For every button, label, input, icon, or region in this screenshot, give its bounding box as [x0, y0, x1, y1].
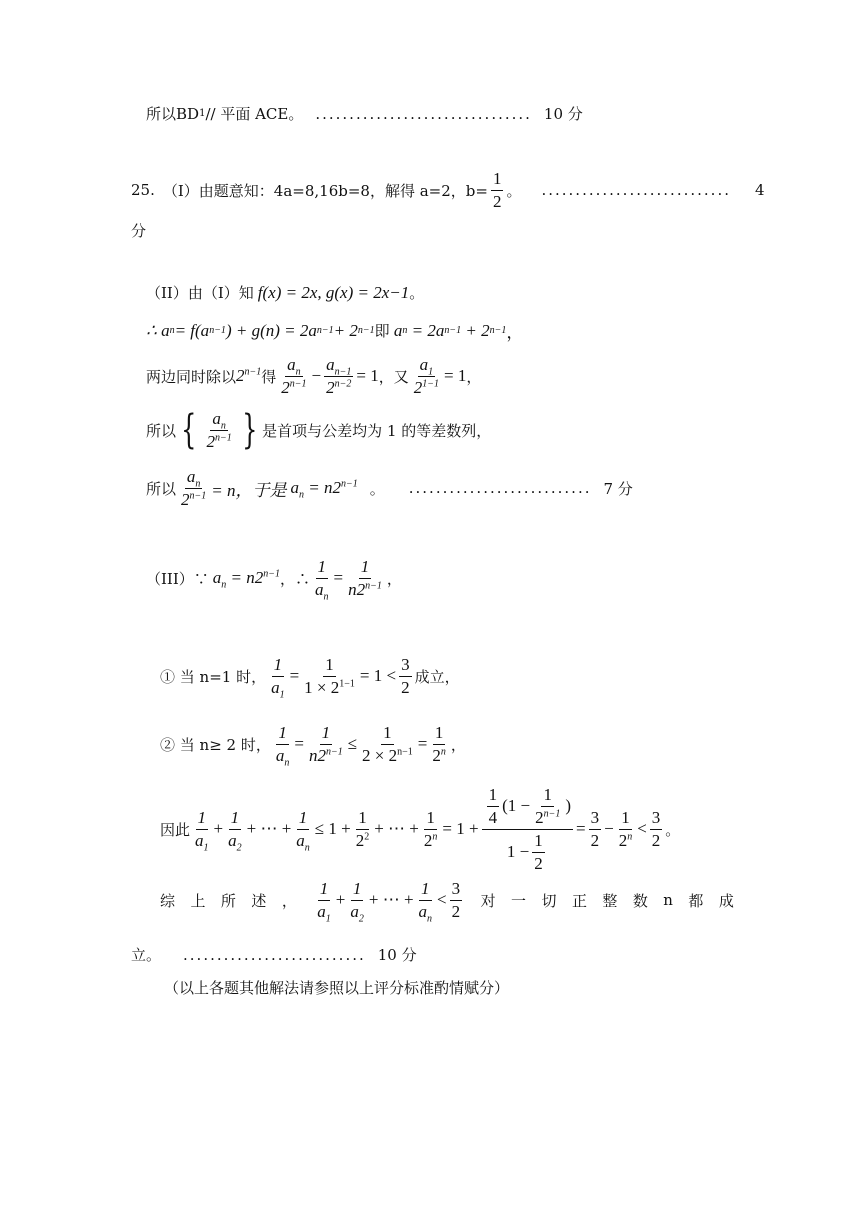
p3-c3-end: 。 [665, 820, 681, 839]
p2-l2-b: = f(a [174, 320, 210, 340]
q25-score: 4 [754, 181, 765, 200]
p2-l2-c: ) + g(n) = 2a [225, 320, 317, 340]
sum-w3: 述 [251, 891, 267, 910]
p2-line3: 两边同时除以 $2^{n-1}$ 得 $\frac{a_n}{2^{n-1}}$ − $\frac{a_{n-1}}{2^{n-2}}$ = 1 ，又 $\frac{a_1}{2^{1-1}}$ = 1 ， [146, 355, 482, 397]
p3-case3: 因此 $\frac{1}{a_1}$ + $\frac{1}{a_2}$ + ⋯ + $\frac{1}{a_n}$ ≤ 1 + $\frac{1}{2^2}$ + ⋯ + $\frac{1}{2^n}$ = 1 + $\frac{1}{4}$ (1 − $\frac{1}{2^{n-1}}$ ) 1 − $\frac{1}{2}$ = $\frac{3}{2}$ − $\frac{1}{2^n}$ < $\frac{3}{2}$ 。 [160, 785, 681, 873]
p2-l5-c: 。 [369, 479, 385, 498]
p2-head: （II）由（I）知 [146, 284, 254, 302]
q25-dots: ............................ [541, 181, 731, 200]
sum-expr: $\frac{1}{a_1}$ + $\frac{1}{a_2}$ + ⋯ + $\frac{1}{a_n}$ < $\frac{3}{2}$ [317, 879, 461, 925]
sum-t1: 一 [511, 891, 527, 910]
p2-l2-a: ∴ a [146, 320, 170, 340]
q25-part1 [131, 170, 765, 211]
p2-l3-d: ， [466, 367, 482, 386]
p2-line4: 所以 { $\frac{a_n}{2^{n-1}}$ } 是首项与公差均为 1 的等差数列， [146, 407, 492, 454]
sum-t8: 成 [718, 891, 734, 910]
p3-c1-b: 成立， [414, 667, 460, 686]
sum-w4: ， [281, 891, 297, 910]
p2-line2: ∴ a n = f(a n−1 ) + g(n) = 2a n−1 + 2 n−1 即 a n = 2a n−1 + 2 n−1 ， [146, 318, 523, 343]
p3-end: ， [386, 569, 402, 588]
p2-l5-b: = n，于是 [211, 480, 287, 500]
p2-l3-c: ，又 [378, 367, 409, 386]
q25-end: 。 [506, 181, 522, 200]
sum-t2: 切 [541, 891, 557, 910]
p3-c3-a: 因此 [160, 820, 191, 839]
p3-last [131, 944, 417, 965]
p3-score: 10 分 [377, 946, 417, 964]
q25-wrap-text: 分 [131, 222, 147, 240]
p3-line1: （III）∵ $a_n = n2^{n-1}$ ，∴ $\frac{1}{a_n}$ = $\frac{1}{n2^{n-1}}$ ， [146, 557, 402, 603]
p2-l2-e: 即 [374, 322, 390, 340]
p2-line5: 所以 $\frac{a_n}{2^{n-1}}$ = n，于是 $a_n = n2^{n-1}$ 。 ........................... 7 分 [146, 467, 633, 509]
line-bd1-parallel: 所以BD 1 // 平面 ACE。 ................................ 10 分 [146, 104, 583, 123]
p3-case1: ① 当 n=1 时， $\frac{1}{a_1}$ = $\frac{1}{1 \times 2^{1-1}}$ = 1 < $\frac{3}{2}$ 成立， [160, 655, 460, 701]
p3-note [164, 977, 509, 998]
p2-l5-a: 所以 [146, 479, 177, 498]
p2-l3-a: 两边同时除以 [146, 367, 237, 386]
p3-dots: ........................... [183, 945, 366, 964]
q25-half: $\frac{1}{2}$ [492, 169, 502, 211]
p2-dots: ........................... [408, 479, 592, 498]
p3-c1-a: ① 当 n=1 时， [160, 667, 267, 686]
p3-head: （III）∵ [146, 569, 209, 588]
sum-t6: n [663, 891, 673, 910]
line1-text: 所以BD [146, 105, 200, 123]
p3-c2-a: ② 当 n≥ 2 时， [160, 735, 271, 754]
p2-l4-a: 所以 [146, 421, 177, 440]
p3-note-text: （以上各题其他解法请参照以上评分标准酌情赋分） [164, 979, 510, 997]
sum-t3: 正 [571, 891, 587, 910]
sum-t0: 对 [480, 891, 496, 910]
p2-fx: f(x) = 2x, g(x) = 2 [257, 282, 382, 302]
sum-w0: 综 [160, 891, 176, 910]
p2-l2-end: ， [506, 323, 524, 342]
q25-wrap [131, 220, 146, 241]
q25-number: 25. [131, 181, 155, 200]
p2-fx-end: 。 [409, 284, 425, 302]
sum-t4: 整 [602, 891, 618, 910]
p3-mid: ，∴ [280, 569, 311, 588]
sum-t5: 数 [632, 891, 648, 910]
p3-summary [160, 879, 734, 925]
p3-last-text: 立。 [131, 946, 162, 964]
sum-w2: 所 [220, 891, 236, 910]
sum-t7: 都 [688, 891, 704, 910]
line1-dots: ................................ [315, 104, 532, 123]
p2-l3-b: 得 [261, 367, 277, 386]
q25-text: （I）由题意知：4a=8,16b=8，解得 a=2，b= [162, 181, 488, 200]
line1-rest: // 平面 ACE。 [205, 105, 304, 123]
p2-l4-b: 是首项与公差均为 1 的等差数列， [262, 421, 492, 440]
p2-line1: （II）由（I）知 f(x) = 2x, g(x) = 2 x−1 。 [146, 282, 425, 302]
line1-score: 10 分 [543, 105, 583, 123]
sum-w1: 上 [190, 891, 206, 910]
p3-c2-b: ， [450, 735, 466, 754]
p2-score: 7 分 [603, 479, 633, 498]
p2-l2-d: + 2 [333, 320, 358, 340]
p3-case2: ② 当 n≥ 2 时， $\frac{1}{a_n}$ = $\frac{1}{n2^{n-1}}$ ≤ $\frac{1}{2 \times 2^{n-1}}$ = $\frac{1}{2^n}$ ， [160, 723, 466, 769]
